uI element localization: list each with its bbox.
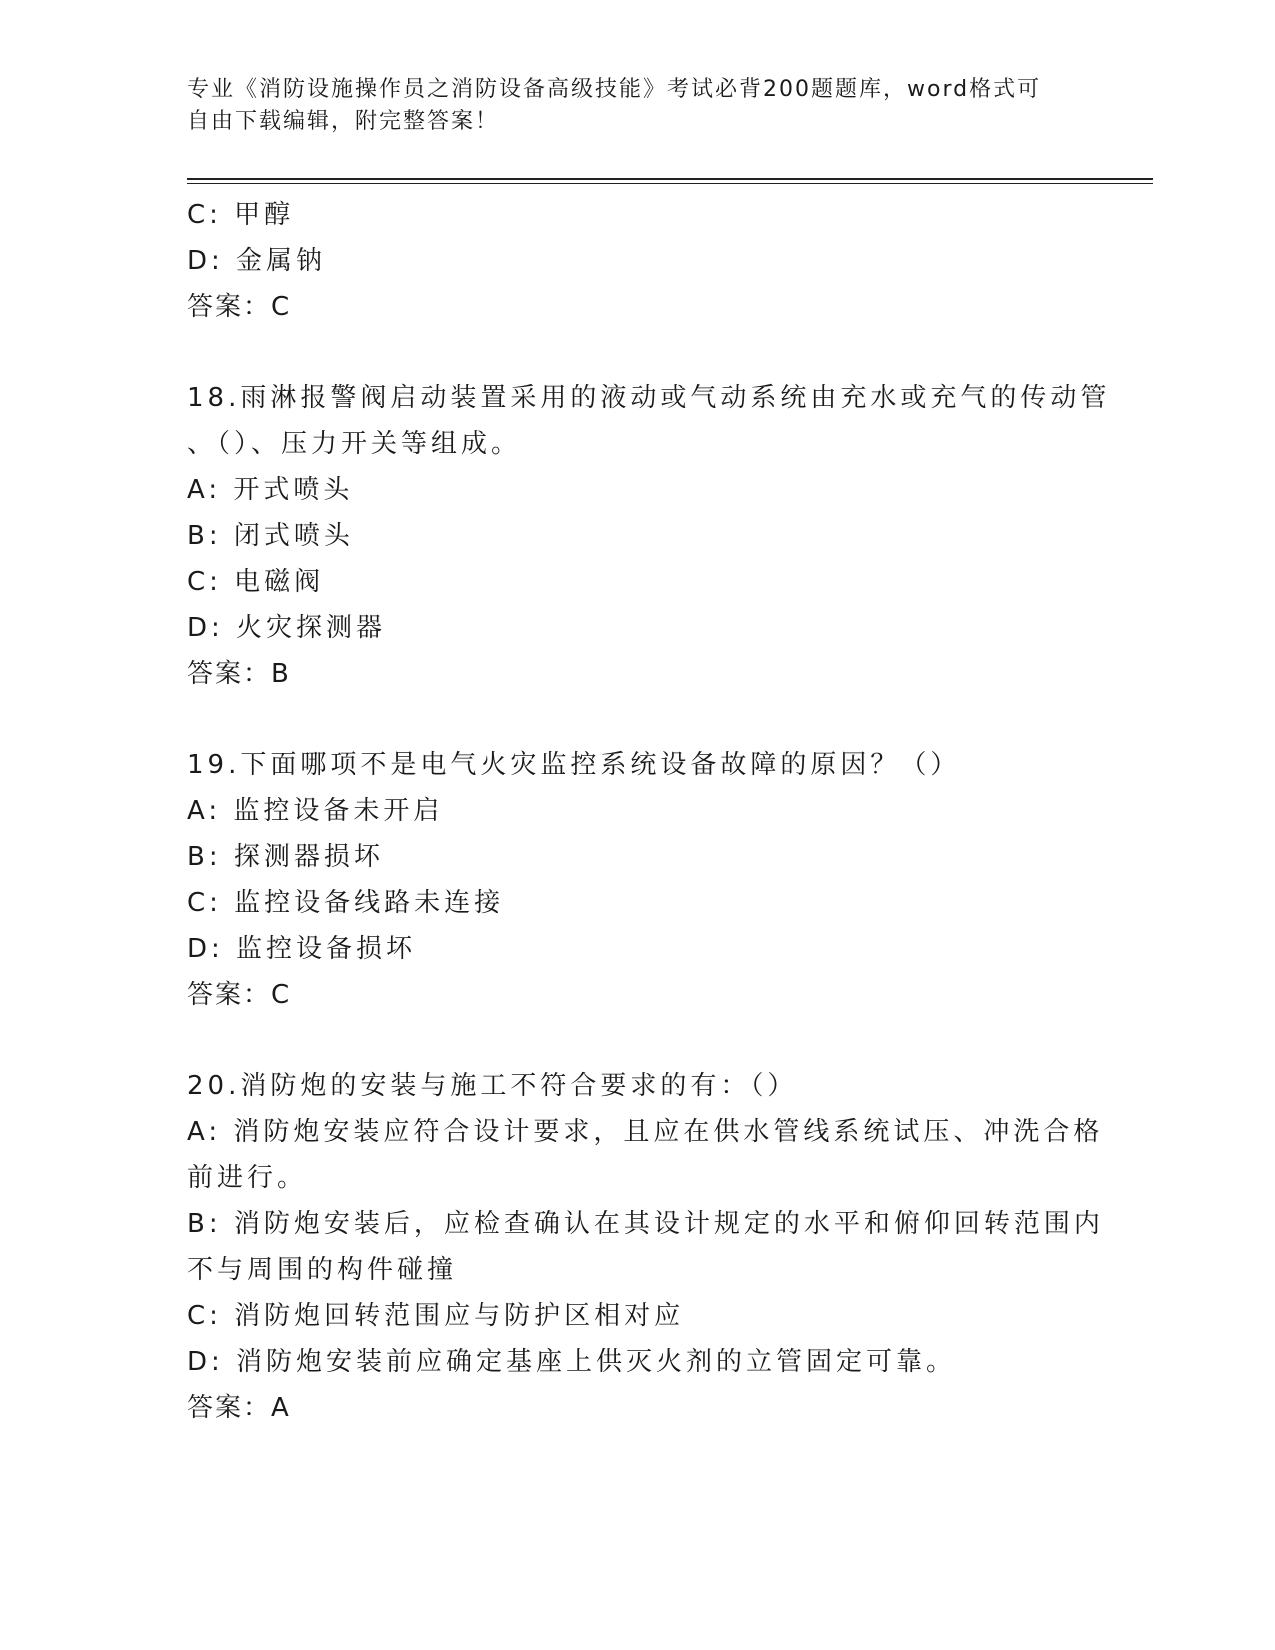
option-a-continued: 前进行。	[187, 1163, 308, 1193]
option-c: C: 消防炮回转范围应与防护区相对应	[187, 1301, 685, 1331]
option-b: B: 闭式喷头	[187, 521, 354, 551]
question-20	[187, 1063, 1104, 1431]
spacer	[187, 1018, 1087, 1063]
spacer	[187, 697, 1087, 742]
question-stem-continued: 、（）、压力开关等组成。	[187, 429, 522, 459]
option-a: A: 监控设备未开启	[187, 796, 444, 826]
option-d: D: 火灾探测器	[187, 613, 387, 643]
answer: 答案：B	[187, 659, 291, 689]
answer: 答案：C	[187, 292, 292, 322]
header-line-1: 专业《消防设施操作员之消防设备高级技能》考试必背200题题库，word格式可	[187, 77, 1042, 102]
header-line-2: 自由下载编辑，附完整答案！	[187, 109, 500, 134]
option-c: C: 电磁阀	[187, 567, 325, 597]
option-d: D: 监控设备损坏	[187, 934, 417, 964]
option-d: D: 金属钠	[187, 246, 327, 276]
option-b-continued: 不与周围的构件碰撞	[187, 1255, 458, 1285]
answer: 答案：A	[187, 1393, 291, 1423]
question-18	[187, 375, 1111, 697]
option-a: A: 开式喷头	[187, 475, 354, 505]
header-rule-thin	[187, 183, 1153, 184]
spacer	[187, 330, 1087, 375]
question-stem: 20.消防炮的安装与施工不符合要求的有：（）	[187, 1071, 798, 1101]
option-c: C: 监控设备线路未连接	[187, 888, 505, 918]
option-b: B: 消防炮安装后，应检查确认在其设计规定的水平和俯仰回转范围内	[187, 1209, 1104, 1239]
question-stem: 18.雨淋报警阀启动装置采用的液动或气动系统由充水或充气的传动管	[187, 383, 1111, 413]
page-header	[187, 74, 1067, 138]
question-19	[187, 742, 1087, 1018]
question-list	[187, 192, 1111, 1431]
question-17-tail	[187, 192, 1087, 330]
header-rule-thick	[187, 178, 1153, 180]
option-a: A: 消防炮安装应符合设计要求，且应在供水管线系统试压、冲洗合格	[187, 1117, 1104, 1147]
question-stem: 19.下面哪项不是电气火灾监控系统设备故障的原因？（）	[187, 750, 961, 780]
option-d: D: 消防炮安装前应确定基座上供灭火剂的立管固定可靠。	[187, 1347, 957, 1377]
option-b: B: 探测器损坏	[187, 842, 384, 872]
answer: 答案：C	[187, 980, 292, 1010]
option-c: C: 甲醇	[187, 200, 295, 230]
